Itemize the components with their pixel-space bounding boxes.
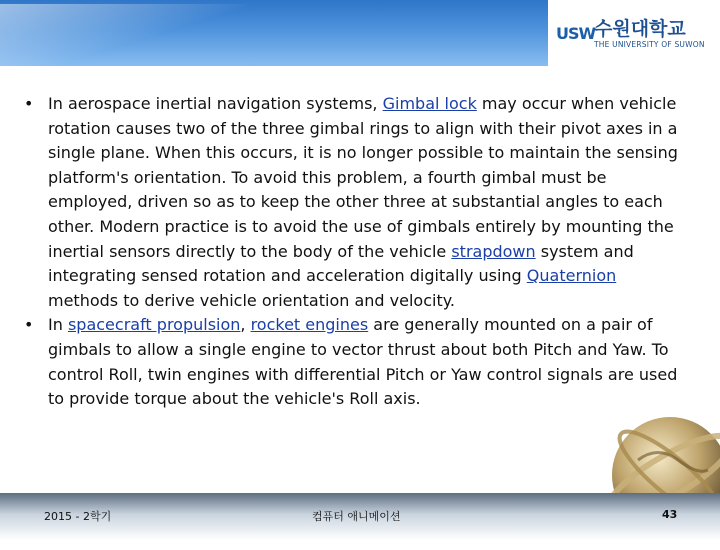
university-logo (548, 0, 720, 66)
bullet1-text-middle: may occur when vehicle rotation causes two of the three gimbal rings to align with their pivot axes in a single plane. When this occurs, it is no longer possible to maintain the sensing platform's orientation. To avoid this problem, a fourth gimbal must be employed, driven so as to keep the other three at substantial angles to each other. Modern practice is to avoid the use of gimbals entirely by mounting the inertial sensors directly to the body of the vehicle (48, 94, 678, 261)
bullet-spacecraft-propulsion (24, 313, 684, 411)
bullet-dot: • (24, 315, 34, 335)
slide-body (24, 92, 684, 412)
bullet-dot: • (24, 94, 34, 113)
link-spacecraft-propulsion[interactable]: spacecraft propulsion (67, 315, 241, 335)
logo-usw-mark: USW (556, 24, 596, 43)
bullet2-text-start: In (48, 315, 68, 335)
bullet1-text-end: methods to derive vehicle orientation and velocity. (48, 290, 455, 310)
link-rocket-engines[interactable]: rocket engines (250, 315, 369, 335)
bullet2-text-comma: , (240, 315, 251, 335)
page-number: 43 (662, 508, 678, 521)
footer-course-name: 컴퓨터 애니메이션 (312, 510, 401, 523)
footer-semester: 2015 - 2학기 (44, 510, 112, 523)
bullet2-text-end: are generally mounted on a pair of gimbals to allow a single engine to vector thrust about both Pitch and Yaw. To control Roll, twin engines with differential Pitch or Yaw control signals are used to provide torque about the vehicle's Roll axis. (48, 315, 678, 409)
bullet1-text-middle2: system and integrating sensed rotation and acceleration digitally using (48, 241, 634, 286)
header-light-streak (0, 4, 246, 66)
link-quaternion[interactable]: Quaternion (526, 266, 617, 286)
header-banner (0, 0, 720, 66)
logo-korean-name: 수원대학교 (594, 18, 686, 40)
bullet1-text-start: In aerospace inertial navigation systems, (48, 94, 383, 113)
logo-english-name: THE UNIVERSITY OF SUWON (594, 40, 705, 49)
link-strapdown[interactable]: strapdown (451, 241, 536, 261)
bullet-gimbal-lock (24, 92, 684, 313)
link-gimbal-lock[interactable]: Gimbal lock (382, 94, 477, 113)
